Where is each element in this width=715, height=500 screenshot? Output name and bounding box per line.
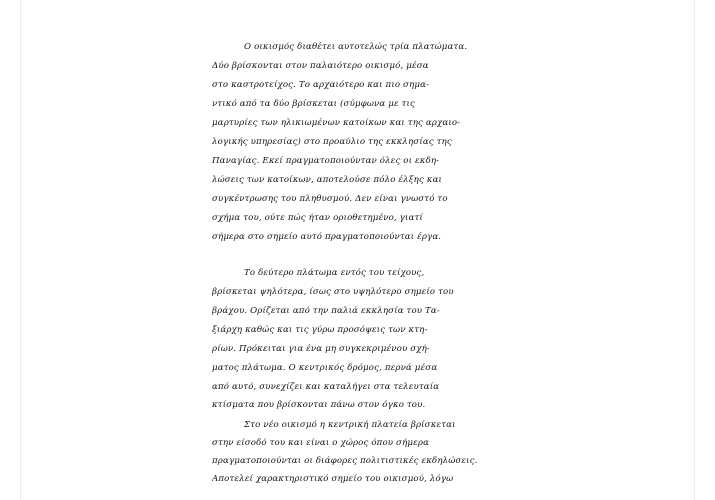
handwritten-line: Το δεύτερο πλάτωμα εντός του τείχους, bbox=[244, 268, 425, 278]
handwritten-line: κτίσματα που βρίσκονται πάνω στον όγκο του. bbox=[212, 400, 426, 410]
handwritten-line: λώσεις των κατοίκων, αποτελούσε πόλο έλξης και bbox=[212, 175, 443, 185]
handwritten-line: ντικό από τα δύο βρίσκεται (σύμφωνα με τις bbox=[212, 99, 415, 109]
handwritten-line: ματος πλάτωμα. Ο κεντρικός δρόμος, περνά μέσα bbox=[212, 363, 438, 373]
page-right-edge bbox=[694, 0, 695, 500]
handwritten-line: συγκέντρωσης του πληθυσμού. Δεν είναι γνωστό το bbox=[212, 194, 448, 204]
handwritten-line: στην είσοδό του και είναι ο χώρος όπου σήμερα bbox=[212, 438, 430, 448]
handwritten-line: σήμερα στο σημείο αυτό πραγματοποιούνται έργα. bbox=[212, 232, 442, 242]
handwritten-line: πραγματοποιούνται οι διάφορες πολιτιστικές εκδηλώσεις. bbox=[212, 456, 478, 466]
handwritten-line: λογικής υπηρεσίας) στο προαύλιο της εκκλησίας της bbox=[212, 137, 452, 147]
handwritten-line: Δύο βρίσκονται στον παλαιότερο οικισμό, μέσα bbox=[212, 61, 429, 71]
handwritten-line: βρίσκεται ψηλότερα, ίσως στο υψηλότερο σημείο του bbox=[212, 287, 454, 297]
handwritten-line: μαρτυρίες των ηλικιωμένων κατοίκων και της αρχαιο- bbox=[212, 118, 461, 128]
page-left-edge bbox=[20, 0, 21, 500]
handwritten-line: ρίων. Πρόκειται για ένα μη συγκεκριμένου σχή- bbox=[212, 344, 430, 354]
handwritten-line: ξιάρχη καθώς και τις γύρω προσόψεις των κτη- bbox=[212, 325, 428, 335]
handwritten-line: από αυτό, συνεχίζει και καταλήγει στα τελευταία bbox=[212, 382, 440, 392]
handwritten-line: Στο νέο οικισμό η κεντρική πλατεία βρίσκεται bbox=[244, 420, 456, 430]
handwritten-line: Αποτελεί χαρακτηριστικό σημείο του οικισμού, λόγω bbox=[212, 474, 454, 484]
handwritten-line: Ο οικισμός διαθέτει αυτοτελώς τρία πλατώματα. bbox=[244, 42, 468, 52]
handwritten-line: σχήμα του, ούτε πώς ήταν οριοθετημένο, γιατί bbox=[212, 213, 423, 223]
handwritten-line: Παναγίας. Εκεί πραγματοποιούνταν όλες οι εκδη- bbox=[212, 156, 440, 166]
handwritten-line: βράχου. Ορίζεται από την παλιά εκκλησία του Τα- bbox=[212, 306, 440, 316]
handwritten-line: στο καστροτείχος. Το αρχαιότερο και πιο σημα- bbox=[212, 80, 430, 90]
